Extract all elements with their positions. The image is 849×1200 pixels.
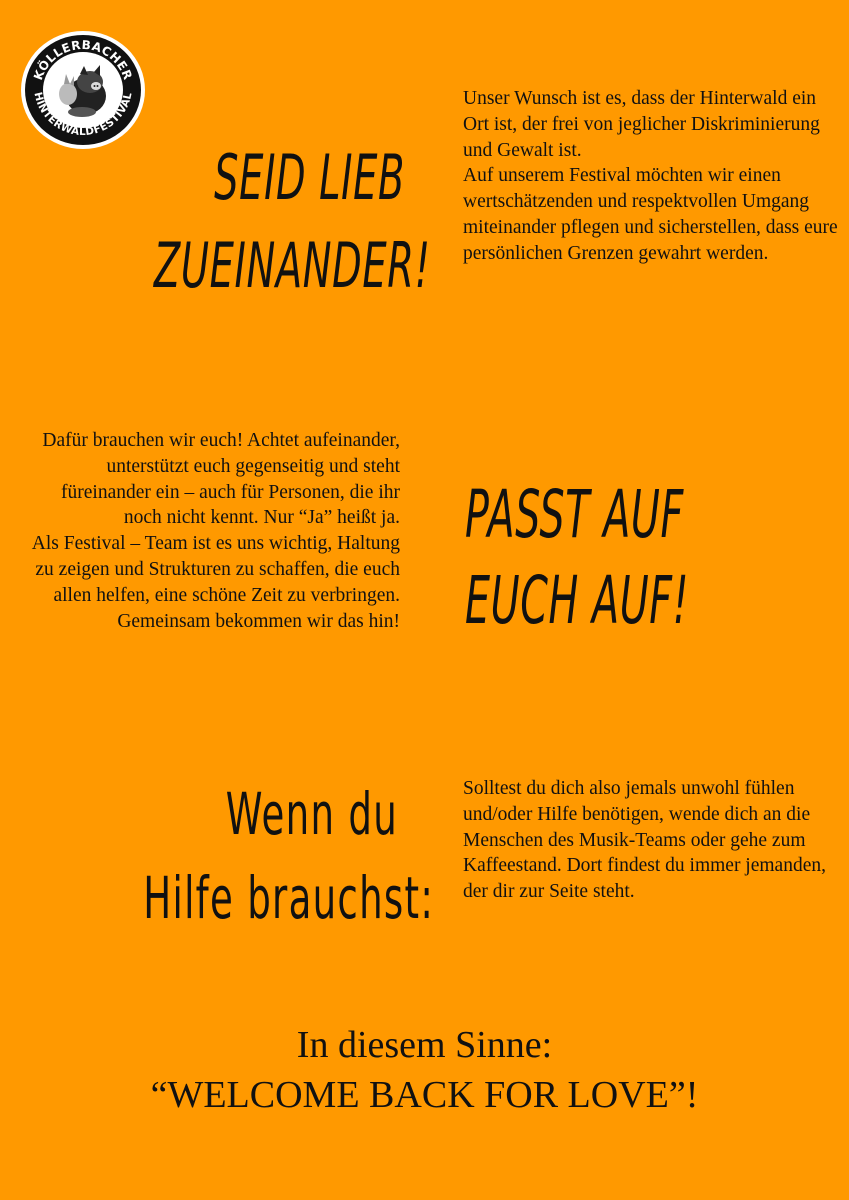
- paragraph-text: Dafür brauchen wir euch! Achtet aufeinander, unterstützt euch gegenseitig und steht füreinander ein – auch für Personen, die ihr noch nicht kennt. Nur “Ja” heißt ja.: [42, 430, 400, 529]
- paragraph-text: Auf unserem Festival möchten wir einen wertschätzenden und respektvollen Umgang miteinander pflegen und sicherstellen, dass eure persönlichen Grenzen gewahrt werden.: [463, 165, 838, 264]
- heading-line: Hilfe brauchst:: [143, 864, 435, 932]
- heading-passt-auf: [465, 472, 845, 644]
- logo-badge-icon: [20, 30, 146, 150]
- festival-logo: [20, 30, 146, 150]
- logo-arc-bottom: HINTERWALDFESTIVAL: [31, 91, 135, 139]
- paragraph-text: Unser Wunsch ist es, dass der Hinterwald ein Ort ist, der frei von jeglicher Diskriminierung und Gewalt ist.: [463, 88, 820, 161]
- paragraph-wish: [463, 86, 838, 267]
- closing-line: “WELCOME BACK FOR LOVE”!: [150, 1074, 699, 1116]
- closing-line: In diesem Sinne:: [296, 1024, 553, 1066]
- heading-line: SEID LIEB: [214, 141, 405, 214]
- heading-line: PASST AUF: [465, 476, 684, 553]
- heading-line: ZUEINANDER!: [153, 229, 431, 302]
- paragraph-text: Solltest du dich also jemals unwohl fühlen und/oder Hilfe benötigen, wende dich an die Menschen des Musik-Teams oder gehe zum Kaffeestand. Dort findest du immer jemanden, der dir zur Seite steht.: [463, 778, 826, 903]
- heading-hilfe: [0, 772, 435, 940]
- heading-line: EUCH AUF!: [465, 562, 690, 639]
- paragraph-need-you: [20, 428, 400, 634]
- paragraph-text: Als Festival – Team ist es uns wichtig, Haltung zu zeigen und Strukturen zu schaffen, die euch allen helfen, eine schöne Zeit zu verbringen. Gemeinsam bekommen wir das hin!: [31, 533, 400, 632]
- paragraph-help: [463, 776, 838, 905]
- logo-arc-top: KÖLLERBACHER: [30, 37, 136, 82]
- closing-message: [0, 1020, 849, 1120]
- heading-line: Wenn du: [225, 780, 398, 848]
- heading-seid-lieb: [0, 134, 431, 310]
